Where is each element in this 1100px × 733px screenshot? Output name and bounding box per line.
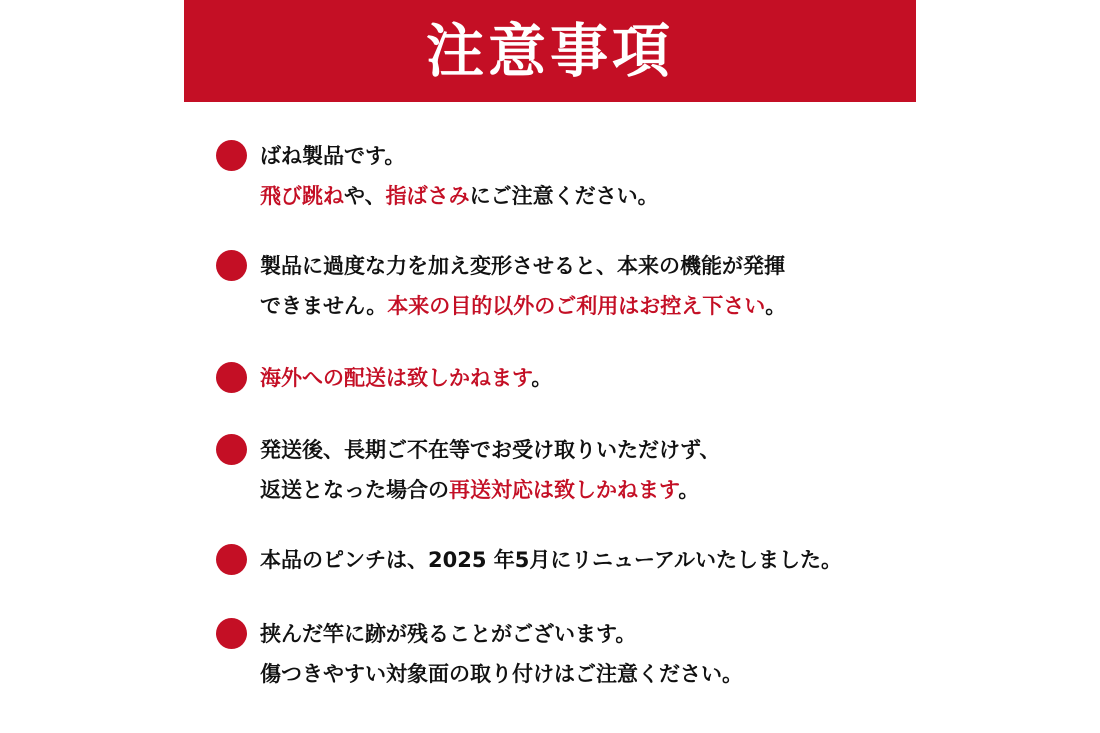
note-line (260, 654, 1020, 694)
bullet-icon (216, 618, 247, 649)
note-text: 指ばさみ (385, 184, 470, 208)
note-text: 発送後、長期ご不在等でお受け取りいただけず、 (260, 438, 721, 462)
note-lines (260, 430, 1020, 510)
page-title: 注意事項 (425, 17, 674, 85)
note-line (260, 136, 1020, 176)
note-text: 本品のピンチは、2025 年5月にリニューアルいたしました。 (260, 548, 843, 572)
note-text: 。 (531, 366, 553, 390)
note-lines (260, 614, 1020, 694)
note-text: にご注意ください。 (469, 184, 659, 208)
note-line (260, 246, 1020, 286)
bullet-icon (216, 140, 247, 171)
bullet-icon (216, 544, 247, 575)
note-text: 再送対応は致しかねます (449, 478, 679, 502)
note-line (260, 176, 1020, 216)
note-text: できません。 (260, 294, 388, 318)
note-text: 本来の目的以外のご利用はお控え下さい (387, 294, 766, 318)
bullet-icon (216, 250, 247, 281)
note-line (260, 614, 1020, 654)
note-text: 返送となった場合の (260, 478, 449, 502)
note-text: 挟んだ竿に跡が残ることがございます。 (260, 622, 637, 646)
note-text: や、 (344, 184, 386, 208)
note-line (260, 470, 1020, 510)
note-text: 製品に過度な力を加え変形させると、本来の機能が発揮 (260, 254, 785, 278)
note-line (260, 430, 1020, 470)
note-lines (260, 540, 1020, 580)
note-line (260, 358, 1020, 398)
bullet-icon (216, 434, 247, 465)
note-lines (260, 358, 1020, 398)
note-text: 飛び跳ね (260, 184, 344, 208)
note-text: 。 (765, 294, 787, 318)
note-text: 。 (678, 478, 700, 502)
note-text: 海外への配送は致しかねます (260, 366, 532, 390)
note-text: 傷つきやすい対象面の取り付けはご注意ください。 (260, 662, 743, 686)
note-line (260, 286, 1020, 326)
bullet-icon (216, 362, 247, 393)
note-lines (260, 246, 1020, 326)
note-line (260, 540, 1020, 580)
title-banner (184, 0, 916, 102)
note-lines (260, 136, 1020, 216)
note-text: ばね製品です。 (260, 144, 406, 168)
